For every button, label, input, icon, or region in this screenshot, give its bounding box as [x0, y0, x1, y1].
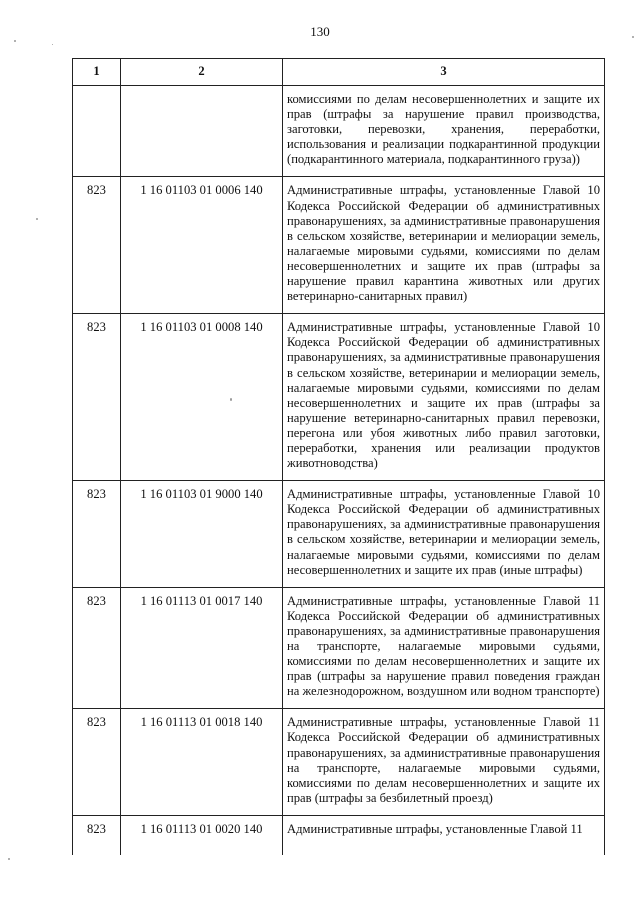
description-cell: Административные штрафы, установленные Главой 10 Кодекса Российской Федерации об административных правонарушениях, за административные правонарушения в сельском хозяйстве, ветеринарии и мелиорации земель, налагаемые мировыми судьями, комиссиями по делам несовершеннолетних и защите их прав (иные штрафы)	[283, 481, 605, 588]
budget-code-cell: 1 16 01113 01 0018 140	[121, 709, 283, 816]
description-cell: Административные штрафы, установленные Главой 11	[283, 815, 605, 855]
table-header-row	[73, 59, 605, 86]
admin-code-cell: 823	[73, 587, 121, 709]
scan-speck	[52, 44, 53, 45]
admin-code-cell: 823	[73, 177, 121, 314]
table-row	[73, 314, 605, 481]
budget-codes-table	[72, 58, 605, 855]
scan-speck	[230, 398, 232, 401]
description-cell: Административные штрафы, установленные Главой 10 Кодекса Российской Федерации об административных правонарушениях, за административные правонарушения в сельском хозяйстве, ветеринарии и мелиорации земель, налагаемые мировыми судьями, комиссиями по делам несовершеннолетних и защите их прав (штрафы за нарушение ветеринарно-санитарных правил перевозки, перегона или убоя животных либо правил заготовки, переработки, хранения или реализации продуктов животноводства)	[283, 314, 605, 481]
description-cell: комиссиями по делам несовершеннолетних и защите их прав (штрафы за нарушение правил производства, заготовки, перевозки, хранения, переработки, использования и реализации подкарантинной продукции (подкарантинного материала, подкарантинного груза))	[283, 86, 605, 177]
admin-code-cell	[73, 86, 121, 177]
page-number: 130	[310, 24, 330, 39]
table-row	[73, 86, 605, 177]
admin-code-cell: 823	[73, 709, 121, 816]
table-row	[73, 177, 605, 314]
budget-code-cell	[121, 86, 283, 177]
budget-code-cell: 1 16 01113 01 0020 140	[121, 815, 283, 855]
table-row	[73, 709, 605, 816]
admin-code-cell: 823	[73, 314, 121, 481]
table-row	[73, 587, 605, 709]
description-cell: Административные штрафы, установленные Главой 11 Кодекса Российской Федерации об административных правонарушениях, за административные правонарушения на транспорте, налагаемые мировыми судьями, комиссиями по делам несовершеннолетних и защите их прав (штрафы за безбилетный проезд)	[283, 709, 605, 816]
budget-code-cell: 1 16 01103 01 9000 140	[121, 481, 283, 588]
budget-code-cell: 1 16 01103 01 0006 140	[121, 177, 283, 314]
table-row	[73, 815, 605, 855]
description-cell: Административные штрафы, установленные Главой 10 Кодекса Российской Федерации об административных правонарушениях, за административные правонарушения в сельском хозяйстве, ветеринарии и мелиорации земель, налагаемые мировыми судьями, комиссиями по делам несовершеннолетних и защите их прав (штрафы за нарушение правил карантина животных или других ветеринарно-санитарных правил)	[283, 177, 605, 314]
admin-code-cell: 823	[73, 815, 121, 855]
header-col-2: 2	[121, 59, 283, 86]
header-col-3: 3	[283, 59, 605, 86]
header-col-1: 1	[73, 59, 121, 86]
scan-speck	[8, 858, 10, 860]
budget-code-cell: 1 16 01103 01 0008 140	[121, 314, 283, 481]
scan-speck	[36, 218, 38, 220]
table-row	[73, 481, 605, 588]
budget-code-cell: 1 16 01113 01 0017 140	[121, 587, 283, 709]
scan-speck	[14, 40, 16, 42]
description-cell: Административные штрафы, установленные Главой 11 Кодекса Российской Федерации об административных правонарушениях, за административные правонарушения на транспорте, налагаемые мировыми судьями, комиссиями по делам несовершеннолетних и защите их прав (штрафы за нарушение правил поведения граждан на железнодорожном, воздушном или водном транспорте)	[283, 587, 605, 709]
scan-speck	[632, 36, 634, 38]
admin-code-cell: 823	[73, 481, 121, 588]
